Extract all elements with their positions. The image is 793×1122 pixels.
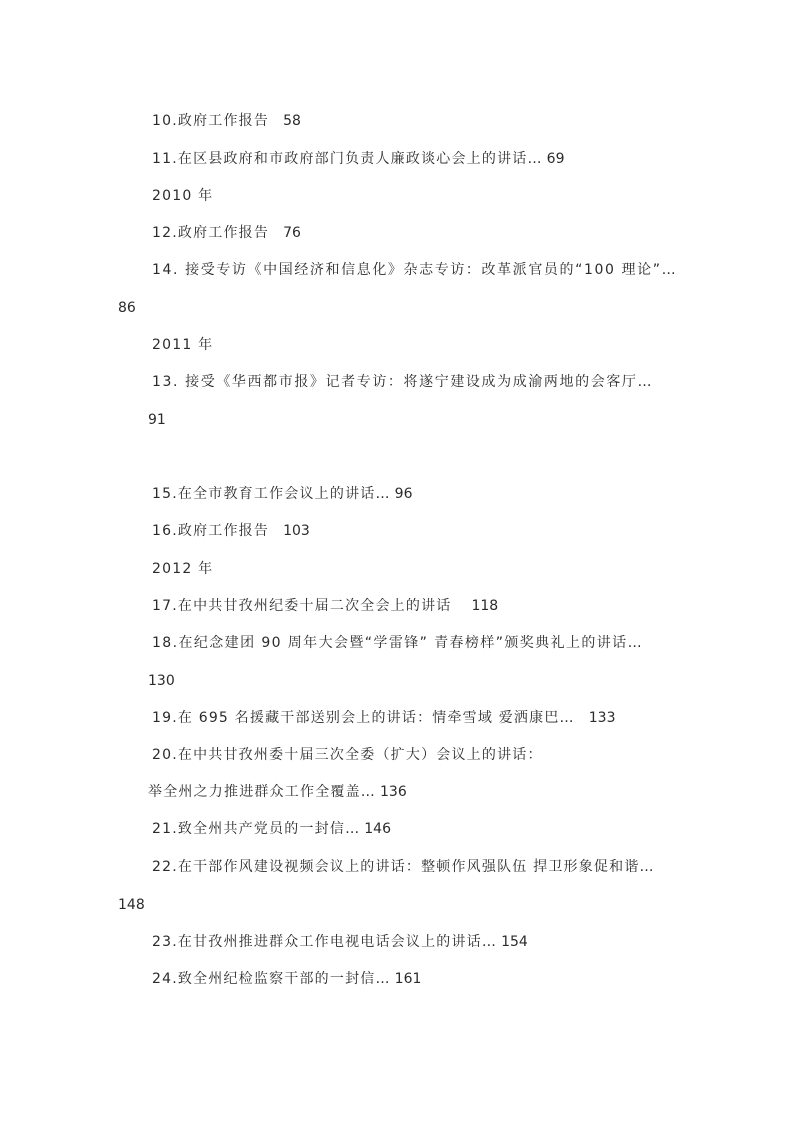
year-heading: 2011 年: [152, 337, 214, 353]
toc-page-number: 91: [148, 412, 166, 428]
toc-entry-title: 17.在中共甘孜州纪委十届二次全会上的讲话: [152, 598, 452, 614]
toc-page-number: 118: [471, 598, 499, 614]
toc-page-number: 133: [588, 710, 616, 726]
toc-entry[interactable]: [152, 112, 301, 130]
toc-entry-title: 19.在 695 名援藏干部送别会上的讲话：情牵雪域 爱洒康巴…: [152, 710, 575, 726]
toc-page-number: 96: [394, 486, 413, 502]
toc-entry-title: 13. 接受《华西都市报》记者专访：将遂宁建设成为成渝两地的会客厅…: [152, 374, 654, 390]
toc-entry[interactable]: [152, 820, 391, 838]
toc-entry[interactable]: [152, 970, 421, 988]
toc-entry[interactable]: [152, 709, 615, 727]
toc-entry-title: 15.在全市教育工作会议上的讲话…: [152, 486, 391, 502]
toc-page-number: 146: [364, 821, 391, 837]
toc-page-number: 86: [118, 300, 136, 316]
toc-entry-continuation[interactable]: [148, 783, 407, 801]
year-heading: 2010 年: [152, 188, 214, 204]
toc-page-number: 148: [118, 897, 145, 913]
toc-entry[interactable]: [152, 634, 643, 652]
toc-page-number: 136: [380, 784, 407, 800]
toc-entry-title-continued: 举全州之力推进群众工作全覆盖…: [148, 784, 376, 800]
toc-entry-title: 14. 接受专访《中国经济和信息化》杂志专访：改革派官员的“100 理论”…: [152, 262, 678, 278]
toc-entry[interactable]: [152, 150, 565, 168]
toc-entry-title: 23.在甘孜州推进群众工作电视电话会议上的讲话…: [152, 934, 498, 950]
toc-entry[interactable]: [152, 373, 653, 391]
toc-entry[interactable]: [152, 858, 655, 876]
toc-entry-title: 18.在纪念建团 90 周年大会暨“学雷锋” 青春榜样”颁奖典礼上的讲话…: [152, 635, 643, 651]
toc-entry[interactable]: [152, 224, 301, 242]
toc-page-number: 58: [283, 113, 301, 129]
toc-page-number: 154: [501, 934, 528, 950]
toc-page-number: 76: [283, 225, 301, 241]
toc-entry[interactable]: [152, 485, 413, 503]
toc-page-number: 103: [283, 523, 310, 539]
toc-entry-title: 12.政府工作报告: [152, 225, 270, 241]
toc-entry-title: 16.政府工作报告: [152, 523, 270, 539]
toc-page-number: 161: [394, 971, 422, 987]
toc-entry[interactable]: [152, 933, 528, 951]
toc-entry-title: 20.在中共甘孜州委十届三次全委（扩大）会议上的讲话：: [152, 747, 543, 763]
toc-entry-title: 10.政府工作报告: [152, 113, 270, 129]
toc-entry[interactable]: [152, 522, 310, 540]
toc-entry-title: 24.致全州纪检监察干部的一封信…: [152, 971, 391, 987]
toc-entry-title: 21.致全州共产党员的一封信…: [152, 821, 361, 837]
toc-entry-title: 22.在干部作风建设视频会议上的讲话：整顿作风强队伍 捍卫形象促和谐…: [152, 859, 655, 875]
toc-entry[interactable]: [152, 746, 543, 764]
toc-entry-title: 11.在区县政府和市政府部门负责人廉政谈心会上的讲话…: [152, 151, 543, 167]
toc-entry[interactable]: [152, 261, 677, 279]
toc-page-number: 69: [546, 151, 565, 167]
toc-entry[interactable]: [152, 597, 498, 615]
toc-page-number: 130: [148, 673, 175, 689]
year-heading: 2012 年: [152, 561, 214, 577]
